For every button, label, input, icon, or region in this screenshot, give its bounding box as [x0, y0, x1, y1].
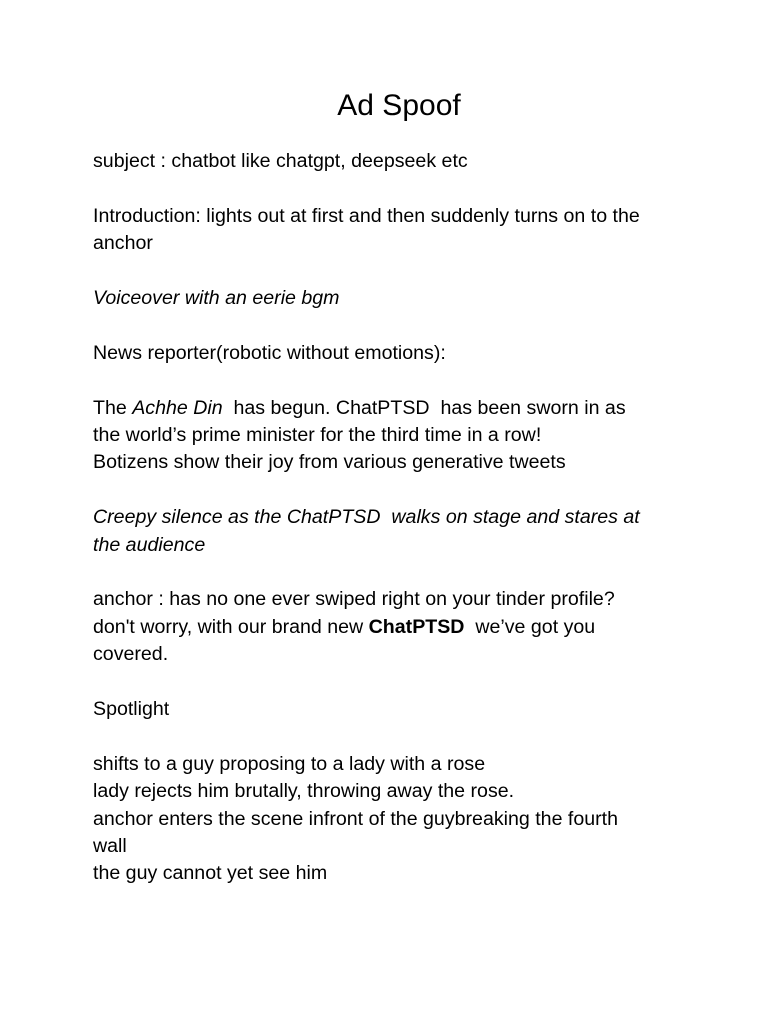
news-line-3: Botizens show their joy from various generative tweets — [93, 451, 566, 474]
news-reporter-heading — [93, 340, 718, 367]
scene-line-4: wall — [93, 835, 127, 858]
scene-line-2: lady rejects him brutally, throwing away the rose. — [93, 780, 515, 803]
spotlight-line: Spotlight — [93, 698, 170, 721]
achhe-din-text: Achhe Din — [132, 396, 223, 419]
news-line-1-suffix: has begun. ChatPTSD has been sworn in as — [222, 396, 626, 419]
scene-line-3: anchor enters the scene infront of the guybreaking the fourth — [93, 807, 619, 830]
introduction-line-1: Introduction: lights out at first and then suddenly turns on to the — [93, 204, 640, 227]
scene-line-5: the guy cannot yet see him — [93, 862, 328, 885]
brand-name-text: ChatPTSD — [368, 615, 465, 638]
news-line-1-prefix: The — [93, 396, 133, 419]
anchor-line-3: covered. — [93, 643, 169, 666]
news-paragraph — [93, 395, 718, 477]
creepy-silence-line-2: the audience — [93, 533, 206, 556]
document-title: Ad Spoof — [337, 89, 461, 122]
document-body — [93, 148, 718, 888]
introduction-line-2: anchor — [93, 232, 153, 255]
subject-paragraph — [93, 148, 718, 175]
scene-line-1: shifts to a guy proposing to a lady with a rose — [93, 752, 486, 775]
anchor-line-2-prefix: don't worry, with our brand new — [93, 615, 369, 638]
news-reporter-line: News reporter(robotic without emotions): — [93, 341, 446, 364]
voiceover-paragraph — [93, 285, 718, 312]
creepy-silence-line-1: Creepy silence as the ChatPTSD walks on stage and stares at — [93, 506, 640, 529]
anchor-line-2-suffix: we’ve got you — [464, 615, 596, 638]
anchor-line-1: anchor : has no one ever swiped right on your tinder profile? — [93, 588, 615, 611]
subject-line: subject : chatbot like chatgpt, deepseek etc — [93, 150, 468, 172]
anchor-line-2 — [93, 614, 718, 641]
anchor-paragraph — [93, 586, 718, 668]
creepy-silence-paragraph — [93, 504, 718, 559]
spotlight-paragraph — [93, 696, 718, 723]
scene-paragraph — [93, 751, 718, 888]
news-line-2: the world’s prime minister for the third time in a row! — [93, 424, 542, 446]
news-line-1 — [93, 395, 718, 422]
introduction-paragraph — [93, 203, 718, 258]
voiceover-line: Voiceover with an eerie bgm — [93, 287, 340, 309]
